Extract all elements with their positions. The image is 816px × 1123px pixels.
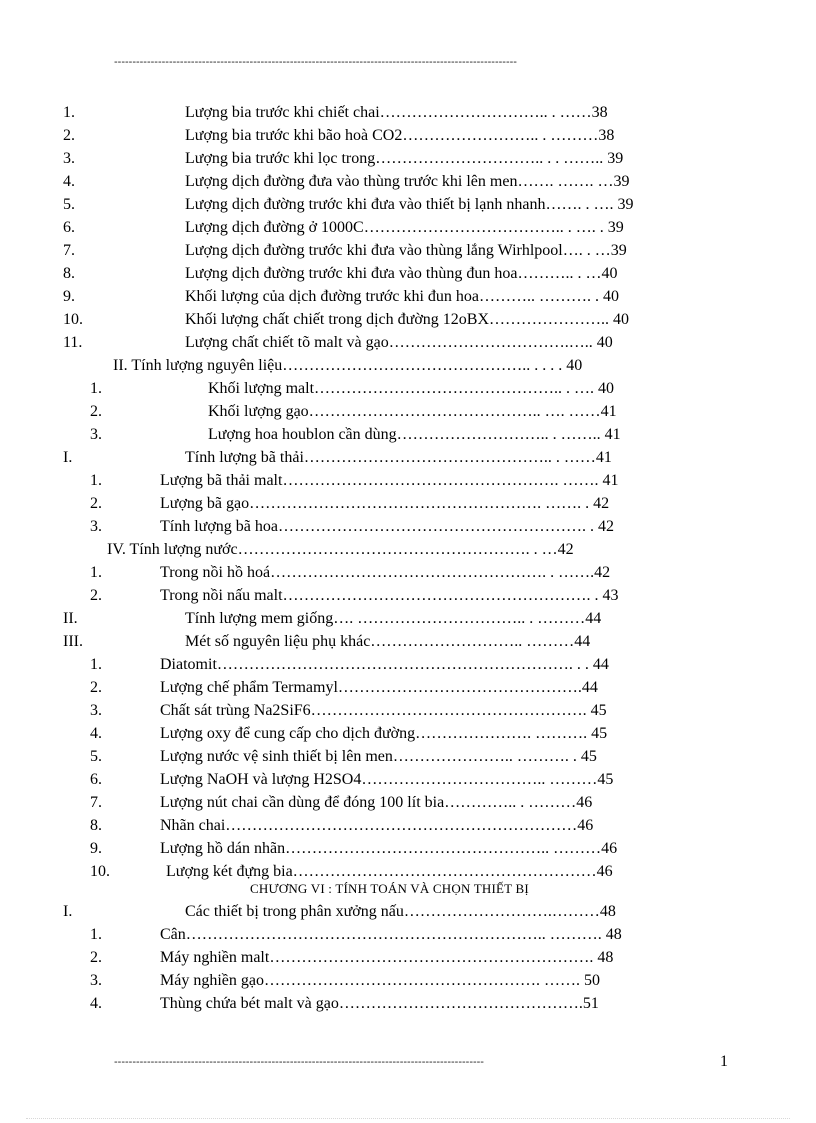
toc-entry: Lượng bã thải malt……………………………………………. ……. 41 <box>160 472 619 489</box>
toc-number: I. <box>63 449 73 466</box>
toc-number: 2. <box>63 127 75 144</box>
toc-entry: Khối lượng của dịch đường trước khi đun hoa……….. ………. . 40 <box>185 288 620 305</box>
toc-entry: Mét số nguyên liệu phụ khác……………………….. ………44 <box>185 633 591 650</box>
toc-number: 2. <box>90 495 102 512</box>
toc-entry: Tính lượng bã thải……………………………………….. . ……41 <box>185 449 612 466</box>
toc-number: II. <box>63 610 78 627</box>
page-edge-divider <box>26 1118 790 1119</box>
toc-entry: Lượng bia trước khi bão hoà CO2…………………….. . ………38 <box>185 127 615 144</box>
toc-number: 3. <box>63 150 75 167</box>
toc-number: 2. <box>90 587 102 604</box>
toc-number: 7. <box>90 794 102 811</box>
toc-section-heading: IV. Tính lượng nước………………………………………………. . …42 <box>107 541 574 558</box>
toc-number: 9. <box>90 840 102 857</box>
toc-number: I. <box>63 903 73 920</box>
toc-number: 8. <box>90 817 102 834</box>
toc-entry: Lượng bia trước khi chiết chai………………………….. . ……38 <box>185 104 608 121</box>
toc-number: 9. <box>63 288 75 305</box>
toc-entry: Khối lượng chất chiết trong dịch đường 12oBX………………….. 40 <box>185 311 629 328</box>
toc-number: 1. <box>90 380 102 397</box>
toc-number: 1. <box>63 104 75 121</box>
toc-entry: Lượng dịch đường trước khi đưa vào thùng đun hoa……….. . …40 <box>185 265 618 282</box>
toc-entry: Lượng dịch đường ở 1000C……………………………….. . …. . 39 <box>185 219 624 236</box>
toc-entry: Lượng NaOH và lượng H2SO4…………………………….. ………45 <box>160 771 614 788</box>
toc-entry: Tính lượng bã hoa…………………………………………………. . 42 <box>160 518 614 535</box>
toc-entry: Lượng oxy để cung cấp cho dịch đường…………………. ………. 45 <box>160 725 608 742</box>
toc-number: 10. <box>90 863 110 880</box>
toc-number: 3. <box>90 702 102 719</box>
toc-entry: Lượng bã gạo………………………………………………. ……. . 42 <box>160 495 610 512</box>
toc-number: 1. <box>90 472 102 489</box>
toc-entry: Lượng hồ dán nhãn………………………………………….. ………46 <box>160 840 618 857</box>
toc-section-heading: II. Tính lượng nguyên liệu……………………………………….. . . . . 40 <box>113 357 583 374</box>
toc-number: 1. <box>90 656 102 673</box>
header-rule: -------------------------------------------------------------------------------------------------------------- <box>114 56 517 68</box>
toc-number: 4. <box>90 995 102 1012</box>
toc-entry: Khối lượng gạo…………………………………….. …. ……41 <box>208 403 617 420</box>
toc-entry: Cân………………………………………………………….. ………. 48 <box>160 926 622 943</box>
toc-entry: Lượng dịch đường đưa vào thùng trước khi lên men……. ……. …39 <box>185 173 630 190</box>
toc-entry: Lượng nước vệ sinh thiết bị lên men………………….. ………. . 45 <box>160 748 597 765</box>
toc-entry: Lượng két đựng bia…………………………………………………46 <box>166 863 613 880</box>
toc-entry: Lượng bia trước khi lọc trong………………………….. . . …….. 39 <box>185 150 624 167</box>
toc-entry: Lượng dịch đường trước khi đưa vào thùng lắng Wirhlpool…. . …39 <box>185 242 627 259</box>
toc-entry: Trong nồi hồ hoá……………………………………………. . …….42 <box>160 564 611 581</box>
toc-number: 6. <box>63 219 75 236</box>
toc-entry: Tính lượng mem giống…. ………………………….. . ………44 <box>185 610 602 627</box>
toc-entry: Lượng hoa houblon cần dùng……………………….. . …….. 41 <box>208 426 621 443</box>
toc-number: 2. <box>90 679 102 696</box>
toc-number: 1. <box>90 564 102 581</box>
toc-number: 2. <box>90 403 102 420</box>
toc-number: 6. <box>90 771 102 788</box>
toc-entry: Máy nghiền malt……………………………………………………. 48 <box>160 949 614 966</box>
toc-number: 1. <box>90 926 102 943</box>
toc-number: 3. <box>90 426 102 443</box>
toc-entry: Lượng chế phẩm Termamyl……………………………………….44 <box>160 679 598 696</box>
toc-entry: Nhãn chai…………………………………………………………46 <box>160 817 594 834</box>
toc-entry: Máy nghiền gạo……………………………………………. ……. 50 <box>160 972 600 989</box>
toc-entry: Khối lượng malt……………………………………….. . …. 40 <box>208 380 615 397</box>
toc-number: 3. <box>90 972 102 989</box>
toc-number: 11. <box>63 334 83 351</box>
toc-number: 10. <box>63 311 83 328</box>
toc-entry: Các thiết bị trong phân xưởng nấu……………………….………48 <box>185 903 616 920</box>
toc-entry: Thùng chứa bét malt và gạo……………………………………….51 <box>160 995 599 1012</box>
toc-entry: Lượng chất chiết tõ malt và gạo…………………………….….. 40 <box>185 334 613 351</box>
toc-number: 8. <box>63 265 75 282</box>
chapter-heading: CHƯƠNG VI : TÍNH TOÁN VÀ CHỌN THIẾT BỊ <box>250 881 529 896</box>
toc-number: III. <box>63 633 83 650</box>
toc-entry: Chất sát trùng Na2SiF6……………………………………………. 45 <box>160 702 607 719</box>
toc-number: 5. <box>90 748 102 765</box>
toc-number: 7. <box>63 242 75 259</box>
toc-number: 4. <box>90 725 102 742</box>
toc-number: 3. <box>90 518 102 535</box>
toc-entry: Trong nồi nấu malt…………………………………………………. . 43 <box>160 587 619 604</box>
toc-number: 5. <box>63 196 75 213</box>
toc-entry: Lượng dịch đường trước khi đưa vào thiết bị lạnh nhanh……. . …. 39 <box>185 196 634 213</box>
page-number: 1 <box>720 1053 728 1070</box>
toc-number: 4. <box>63 173 75 190</box>
footer-rule: ----------------------------------------------------------------------------------------------------- <box>114 1056 484 1068</box>
toc-entry: Lượng nút chai cần dùng để đóng 100 lít bia………….. . ………46 <box>160 794 593 811</box>
toc-entry: Diatomit…………………………………………………………. . . 44 <box>160 656 609 673</box>
toc-number: 2. <box>90 949 102 966</box>
